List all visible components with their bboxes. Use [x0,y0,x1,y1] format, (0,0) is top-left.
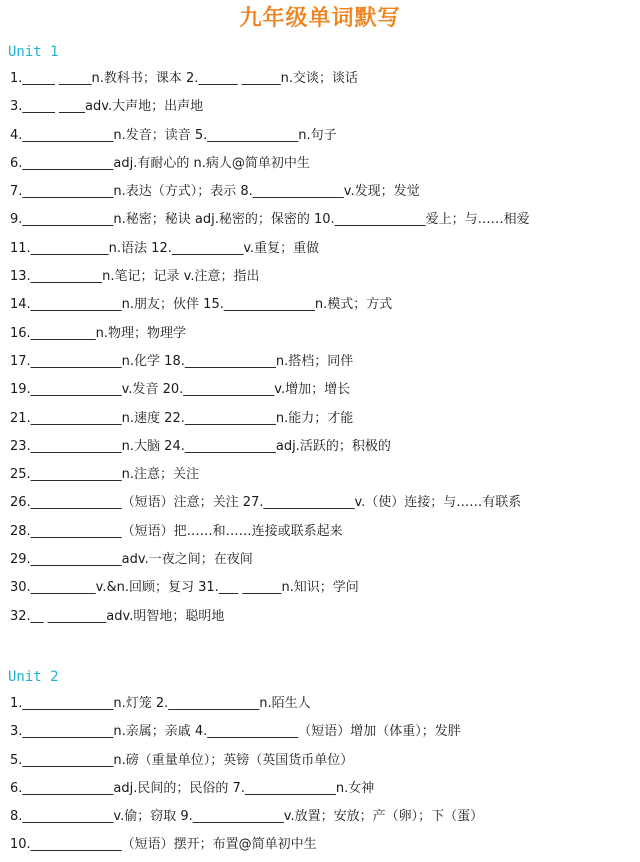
vocab-line: 4.______________n.发音；读音 5.______________n.句子 [10,127,337,143]
vocab-line: 29.______________adv.一夜之间；在夜间 [10,552,253,568]
vocab-line: 3._____ ____adv.大声地；出声地 [10,99,204,115]
vocab-line: 6.______________adj.民间的；民俗的 7.______________n.女神 [10,780,375,796]
vocab-line: 5.______________n.磅（重量单位）；英镑（英国货币单位） [10,752,354,768]
vocab-line: 7.______________n.表达（方式）；表示 8.______________v.发现；发觉 [10,184,420,200]
vocab-line: 14.______________n.朋友；伙伴 15.______________n.模式；方式 [10,297,393,313]
vocab-line: 28.______________（短语）把……和……连接或联系起来 [10,523,343,539]
unit-2-heading: Unit 2 [8,669,59,685]
vocab-line: 11.____________n.语法 12.___________v.重复；重做 [10,240,320,256]
vocab-line: 30.__________v.&n.回顾；复习 31.___ ______n.知识；学问 [10,580,359,596]
vocab-line: 6.______________adj.有耐心的 n.病人@简单初中生 [10,155,310,171]
vocab-line: 23.______________n.大脑 24.______________adj.活跃的；积极的 [10,438,391,454]
vocab-line: 19.______________v.发音 20.______________v.增加；增长 [10,382,351,398]
vocab-line: 21.______________n.速度 22.______________n.能力；才能 [10,410,354,426]
vocab-line: 13.___________n.笔记；记录 v.注意；指出 [10,269,260,285]
unit-1-heading: Unit 1 [8,44,59,60]
page-title: 九年级单词默写 [239,6,401,31]
vocab-line: 10.______________（短语）摆开；布置@简单初中生 [10,837,317,853]
unit-2-word-list [10,690,635,860]
unit-1-word-list [10,65,635,631]
vocab-line: 9.______________n.秘密；秘诀 adj.秘密的；保密的 10.______________爱上；与……相爱 [10,212,530,228]
vocab-line: 16.__________n.物理；物理学 [10,325,187,341]
vocab-line: 26.______________（短语）注意；关注 27.______________v.（使）连接；与……有联系 [10,495,522,511]
vocab-line: 3.______________n.亲属；亲戚 4.______________（短语）增加（体重）；发胖 [10,724,461,740]
vocab-line: 25.______________n.注意；关注 [10,467,200,483]
vocab-line: 8.______________v.偷；窃取 9.______________v.放置；安放；产（卵）；下（蛋） [10,809,484,825]
vocab-line: 17.______________n.化学 18.______________n.搭档；同伴 [10,353,354,369]
vocab-line: 1._____ _____n.教科书；课本 2.______ ______n.交谈；谈话 [10,71,358,86]
vocab-line: 32.__ _________adv.明智地；聪明地 [10,608,225,624]
vocab-line: 1.______________n.灯笼 2.______________n.陌生人 [10,696,311,711]
